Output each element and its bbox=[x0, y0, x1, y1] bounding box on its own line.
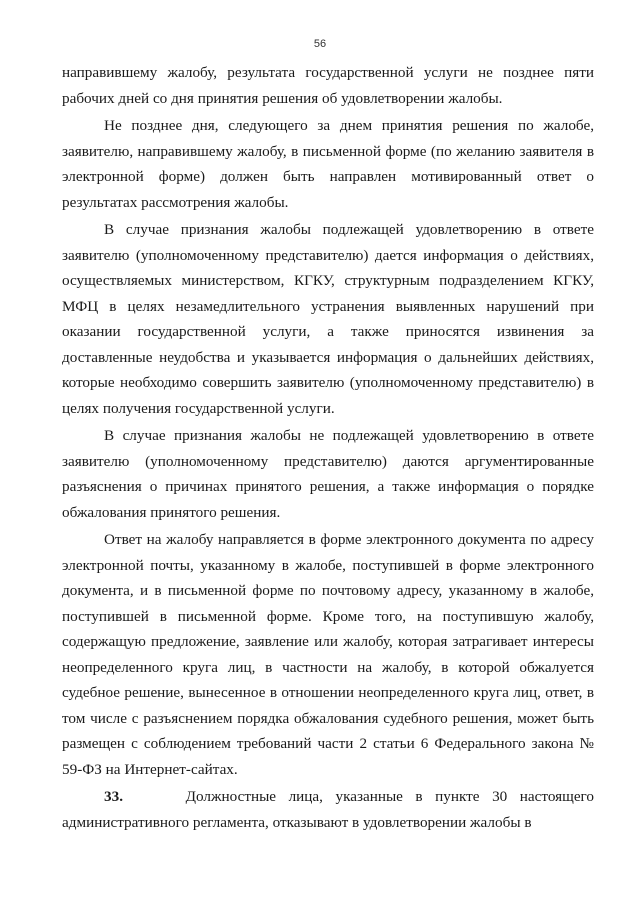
paragraph-clause-33 bbox=[62, 784, 594, 835]
paragraph-response-delivery: Ответ на жалобу направляется в форме электронного документа по адресу электронной почты, указанному в жалобе, поступившей в форме электронного документа, и в письменной форме по почтовому адресу, указанному в жалобе, поступившей в письменной форме. Кроме того, на поступившую жалобу, содержащую предложение, заявление или жалобу, которая затрагивает интересы неопределенного круга лиц, в частности на жалобу, в которой обжалуется судебное решение, вынесенное в отношении неопределенного круга лиц, ответ, в том числе с разъяснением порядка обжалования судебного решения, может быть размещен с соблюдением требований части 2 статьи 6 Федерального закона № 59-ФЗ на Интернет-сайтах. bbox=[62, 531, 594, 778]
paragraph-continuation: направившему жалобу, результата государственной услуги не позднее пяти рабочих дней со дня принятия решения об удовлетворении жалобы. bbox=[62, 64, 594, 107]
clause-text: Должностные лица, указанные в пункте 30 настоящего административного регламента, отказывают в удовлетворении жалобы в bbox=[62, 788, 595, 831]
page-number: 56 bbox=[313, 38, 327, 50]
paragraph-complaint-rejected: В случае признания жалобы не подлежащей удовлетворению в ответе заявителю (уполномоченному представителю) даются аргументированные разъяснения о причинах принятого решения, а также информация о порядке обжалования принятого решения. bbox=[62, 427, 594, 521]
paragraph-complaint-satisfied: В случае признания жалобы подлежащей удовлетворению в ответе заявителю (уполномоченному представителю) дается информация о действиях, осуществляемых министерством, КГКУ, структурным подразделением КГКУ, МФЦ в целях незамедлительного устранения выявленных нарушений при оказании государственной услуги, а также приносятся извинения за доставленные неудобства и указывается информация о дальнейших действиях, которые необходимо совершить заявителю (уполномоченному представителю) в целях получения государственной услуги. bbox=[62, 221, 594, 417]
document-body bbox=[62, 60, 594, 835]
clause-number: 33. bbox=[104, 788, 123, 805]
paragraph-response-deadline: Не позднее дня, следующего за днем принятия решения по жалобе, заявителю, направившему жалобу, в письменной форме (по желанию заявителя в электронной форме) должен быть направлен мотивированный ответ о результатах рассмотрения жалобы. bbox=[62, 117, 594, 211]
